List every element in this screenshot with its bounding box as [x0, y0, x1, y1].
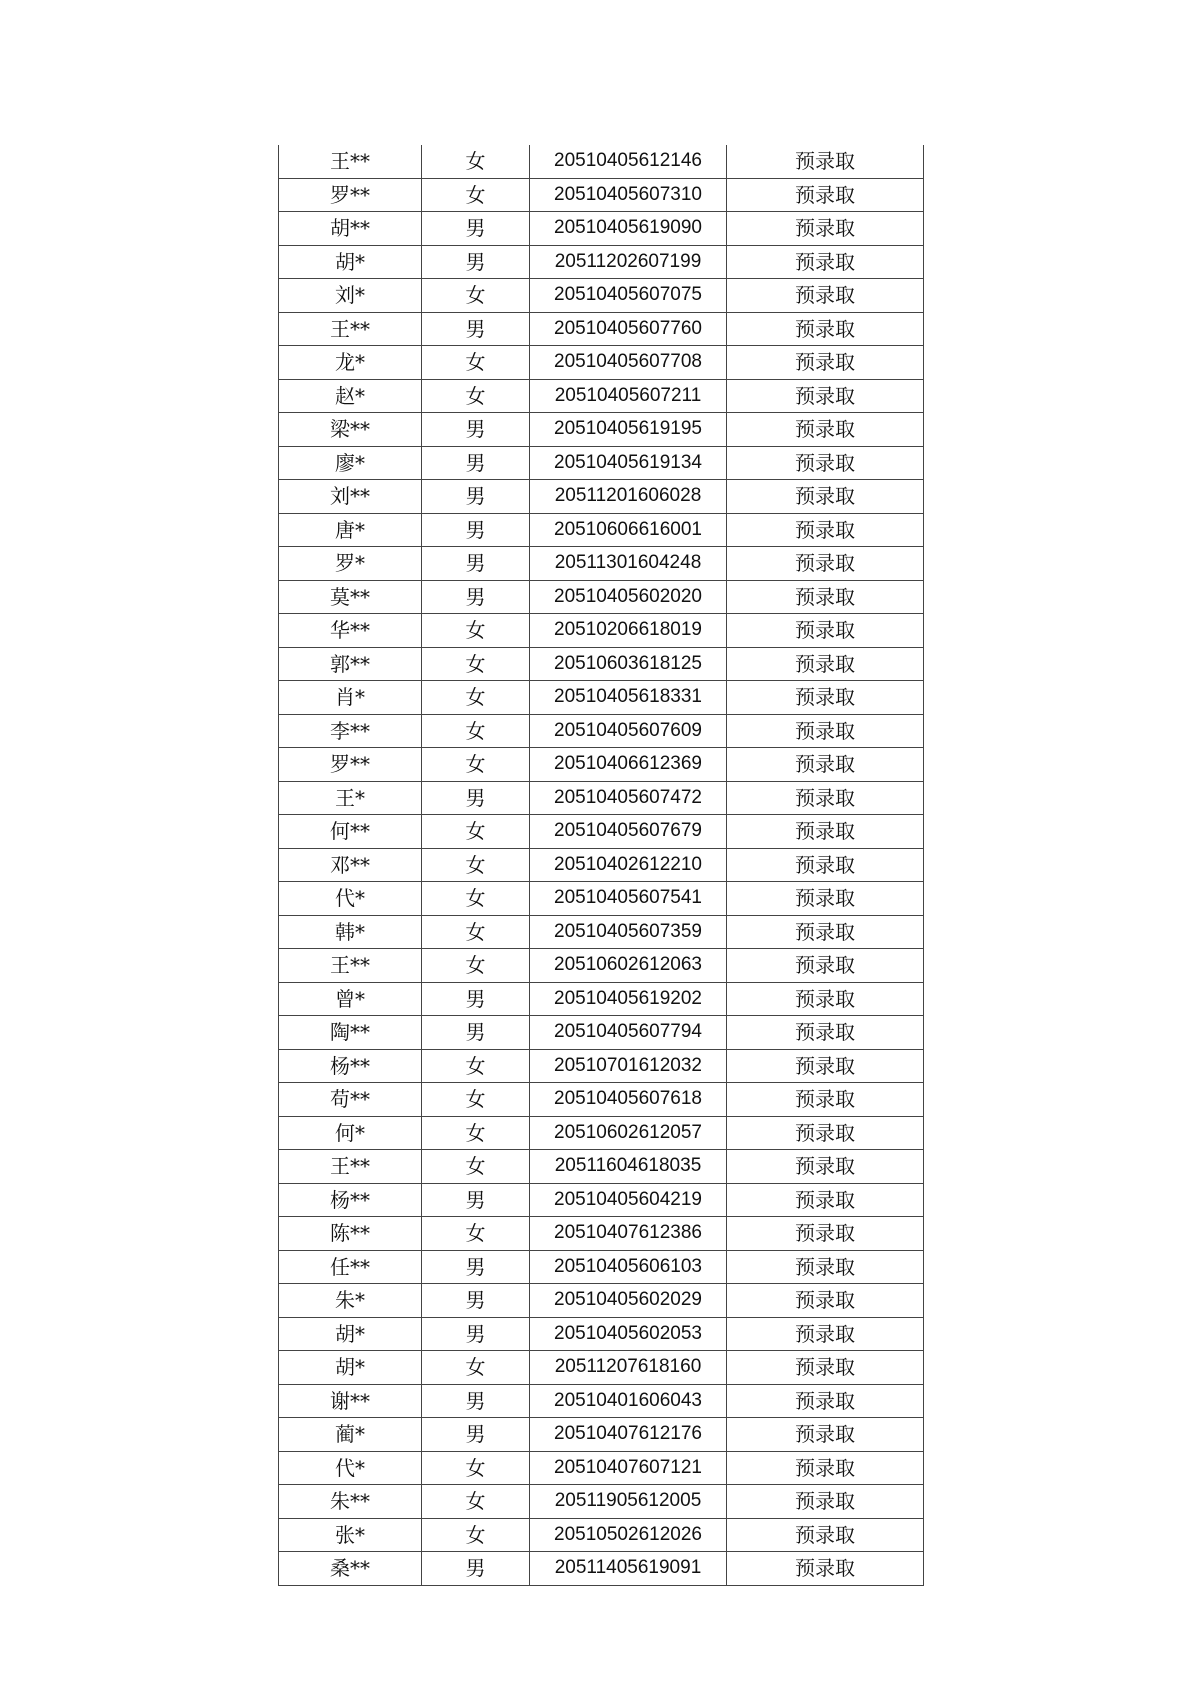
status-cell: 预录取	[727, 1451, 924, 1485]
student-name-cell: 何**	[279, 815, 422, 849]
gender-cell: 女	[422, 748, 530, 782]
status-cell: 预录取	[727, 1384, 924, 1418]
table-row	[279, 1049, 924, 1083]
table-row	[279, 748, 924, 782]
student-name-cell: 王*	[279, 781, 422, 815]
student-name-cell: 陈**	[279, 1217, 422, 1251]
table-row	[279, 446, 924, 480]
gender-cell: 女	[422, 614, 530, 648]
student-name-cell: 代*	[279, 882, 422, 916]
status-cell: 预录取	[727, 145, 924, 178]
status-cell: 预录取	[727, 748, 924, 782]
student-name-cell: 肖*	[279, 681, 422, 715]
table-row	[279, 312, 924, 346]
status-cell: 预录取	[727, 547, 924, 581]
gender-cell: 男	[422, 245, 530, 279]
student-name-cell: 郭**	[279, 647, 422, 681]
student-name-cell: 刘*	[279, 279, 422, 313]
status-cell: 预录取	[727, 379, 924, 413]
student-name-cell: 李**	[279, 714, 422, 748]
student-name-cell: 谢**	[279, 1384, 422, 1418]
table-row	[279, 178, 924, 212]
table-row	[279, 1317, 924, 1351]
table-row	[279, 815, 924, 849]
status-cell: 预录取	[727, 982, 924, 1016]
exam-id-cell: 20510206618019	[530, 614, 727, 648]
status-cell: 预录取	[727, 714, 924, 748]
table-row	[279, 647, 924, 681]
exam-id-cell: 20510405612146	[530, 145, 727, 178]
exam-id-cell: 20510407612386	[530, 1217, 727, 1251]
exam-id-cell: 20510405607472	[530, 781, 727, 815]
status-cell: 预录取	[727, 1016, 924, 1050]
table-row	[279, 1518, 924, 1552]
status-cell: 预录取	[727, 1049, 924, 1083]
gender-cell: 女	[422, 178, 530, 212]
exam-id-cell: 20510602612063	[530, 949, 727, 983]
gender-cell: 女	[422, 714, 530, 748]
exam-id-cell: 20510405607760	[530, 312, 727, 346]
gender-cell: 男	[422, 1284, 530, 1318]
status-cell: 预录取	[727, 580, 924, 614]
status-cell: 预录取	[727, 815, 924, 849]
table-row	[279, 1116, 924, 1150]
gender-cell: 女	[422, 915, 530, 949]
exam-id-cell: 20510405602053	[530, 1317, 727, 1351]
gender-cell: 女	[422, 1351, 530, 1385]
exam-id-cell: 20510405606103	[530, 1250, 727, 1284]
student-name-cell: 廖*	[279, 446, 422, 480]
exam-id-cell: 20511905612005	[530, 1485, 727, 1519]
gender-cell: 男	[422, 480, 530, 514]
gender-cell: 男	[422, 781, 530, 815]
table-row	[279, 1552, 924, 1586]
student-name-cell: 王**	[279, 312, 422, 346]
status-cell: 预录取	[727, 1150, 924, 1184]
exam-id-cell: 20510405619090	[530, 212, 727, 246]
exam-id-cell: 20511202607199	[530, 245, 727, 279]
table-row	[279, 346, 924, 380]
gender-cell: 男	[422, 1250, 530, 1284]
status-cell: 预录取	[727, 312, 924, 346]
exam-id-cell: 20511301604248	[530, 547, 727, 581]
exam-id-cell: 20510405619195	[530, 413, 727, 447]
table-row	[279, 848, 924, 882]
student-name-cell: 王**	[279, 145, 422, 178]
gender-cell: 男	[422, 212, 530, 246]
exam-id-cell: 20510405607541	[530, 882, 727, 916]
gender-cell: 女	[422, 1451, 530, 1485]
table-row	[279, 1451, 924, 1485]
table-row	[279, 681, 924, 715]
student-name-cell: 胡*	[279, 1317, 422, 1351]
gender-cell: 女	[422, 145, 530, 178]
table-row	[279, 580, 924, 614]
gender-cell: 女	[422, 1116, 530, 1150]
exam-id-cell: 20510502612026	[530, 1518, 727, 1552]
table-row	[279, 145, 924, 178]
table-row	[279, 614, 924, 648]
table-row	[279, 1485, 924, 1519]
student-name-cell: 龙*	[279, 346, 422, 380]
table-row	[279, 480, 924, 514]
table-row	[279, 1016, 924, 1050]
exam-id-cell: 20511201606028	[530, 480, 727, 514]
table-row	[279, 513, 924, 547]
status-cell: 预录取	[727, 1317, 924, 1351]
exam-id-cell: 20510402612210	[530, 848, 727, 882]
gender-cell: 男	[422, 312, 530, 346]
table-row	[279, 212, 924, 246]
status-cell: 预录取	[727, 647, 924, 681]
student-name-cell: 苟**	[279, 1083, 422, 1117]
student-name-cell: 唐*	[279, 513, 422, 547]
student-name-cell: 朱**	[279, 1485, 422, 1519]
status-cell: 预录取	[727, 446, 924, 480]
exam-id-cell: 20510606616001	[530, 513, 727, 547]
gender-cell: 男	[422, 1552, 530, 1586]
status-cell: 预录取	[727, 1284, 924, 1318]
status-cell: 预录取	[727, 413, 924, 447]
student-name-cell: 杨**	[279, 1183, 422, 1217]
gender-cell: 女	[422, 949, 530, 983]
gender-cell: 男	[422, 513, 530, 547]
exam-id-cell: 20510405607075	[530, 279, 727, 313]
status-cell: 预录取	[727, 1183, 924, 1217]
student-name-cell: 罗**	[279, 748, 422, 782]
gender-cell: 男	[422, 982, 530, 1016]
gender-cell: 女	[422, 1518, 530, 1552]
student-name-cell: 代*	[279, 1451, 422, 1485]
student-name-cell: 罗**	[279, 178, 422, 212]
gender-cell: 男	[422, 580, 530, 614]
status-cell: 预录取	[727, 1518, 924, 1552]
status-cell: 预录取	[727, 480, 924, 514]
exam-id-cell: 20510405607618	[530, 1083, 727, 1117]
exam-id-cell: 20510405618331	[530, 681, 727, 715]
gender-cell: 女	[422, 1485, 530, 1519]
student-name-cell: 桑**	[279, 1552, 422, 1586]
exam-id-cell: 20510405607794	[530, 1016, 727, 1050]
exam-id-cell: 20510406612369	[530, 748, 727, 782]
table-row	[279, 1150, 924, 1184]
table-row	[279, 882, 924, 916]
student-name-cell: 胡**	[279, 212, 422, 246]
gender-cell: 男	[422, 413, 530, 447]
student-name-cell: 胡*	[279, 245, 422, 279]
status-cell: 预录取	[727, 614, 924, 648]
table-row	[279, 1418, 924, 1452]
student-name-cell: 杨**	[279, 1049, 422, 1083]
gender-cell: 女	[422, 848, 530, 882]
status-cell: 预录取	[727, 1083, 924, 1117]
gender-cell: 男	[422, 1384, 530, 1418]
status-cell: 预录取	[727, 245, 924, 279]
gender-cell: 男	[422, 446, 530, 480]
exam-id-cell: 20510405607310	[530, 178, 727, 212]
table-row	[279, 379, 924, 413]
gender-cell: 女	[422, 1217, 530, 1251]
status-cell: 预录取	[727, 1351, 924, 1385]
status-cell: 预录取	[727, 1217, 924, 1251]
student-name-cell: 华**	[279, 614, 422, 648]
gender-cell: 女	[422, 1083, 530, 1117]
gender-cell: 女	[422, 1150, 530, 1184]
student-name-cell: 朱*	[279, 1284, 422, 1318]
gender-cell: 女	[422, 815, 530, 849]
status-cell: 预录取	[727, 279, 924, 313]
roster-body	[279, 145, 924, 1585]
student-name-cell: 赵*	[279, 379, 422, 413]
table-row	[279, 245, 924, 279]
status-cell: 预录取	[727, 1552, 924, 1586]
gender-cell: 女	[422, 279, 530, 313]
student-name-cell: 蔺*	[279, 1418, 422, 1452]
gender-cell: 女	[422, 379, 530, 413]
student-name-cell: 任**	[279, 1250, 422, 1284]
exam-id-cell: 20510603618125	[530, 647, 727, 681]
exam-id-cell: 20510405619134	[530, 446, 727, 480]
gender-cell: 男	[422, 1016, 530, 1050]
exam-id-cell: 20510405604219	[530, 1183, 727, 1217]
gender-cell: 女	[422, 1049, 530, 1083]
student-name-cell: 莫**	[279, 580, 422, 614]
status-cell: 预录取	[727, 513, 924, 547]
exam-id-cell: 20510407612176	[530, 1418, 727, 1452]
table-row	[279, 1183, 924, 1217]
status-cell: 预录取	[727, 178, 924, 212]
status-cell: 预录取	[727, 781, 924, 815]
exam-id-cell: 20510405602020	[530, 580, 727, 614]
student-name-cell: 韩*	[279, 915, 422, 949]
student-name-cell: 胡*	[279, 1351, 422, 1385]
exam-id-cell: 20510407607121	[530, 1451, 727, 1485]
exam-id-cell: 20510405607609	[530, 714, 727, 748]
status-cell: 预录取	[727, 1116, 924, 1150]
exam-id-cell: 20511604618035	[530, 1150, 727, 1184]
gender-cell: 女	[422, 647, 530, 681]
gender-cell: 女	[422, 882, 530, 916]
status-cell: 预录取	[727, 1485, 924, 1519]
status-cell: 预录取	[727, 882, 924, 916]
table-row	[279, 1217, 924, 1251]
exam-id-cell: 20510602612057	[530, 1116, 727, 1150]
student-name-cell: 陶**	[279, 1016, 422, 1050]
table-row	[279, 1351, 924, 1385]
gender-cell: 男	[422, 1418, 530, 1452]
student-name-cell: 何*	[279, 1116, 422, 1150]
table-row	[279, 1284, 924, 1318]
table-row	[279, 915, 924, 949]
table-row	[279, 781, 924, 815]
gender-cell: 男	[422, 1183, 530, 1217]
status-cell: 预录取	[727, 915, 924, 949]
gender-cell: 男	[422, 1317, 530, 1351]
student-name-cell: 王**	[279, 1150, 422, 1184]
table-row	[279, 413, 924, 447]
gender-cell: 男	[422, 547, 530, 581]
table-row	[279, 279, 924, 313]
student-name-cell: 罗*	[279, 547, 422, 581]
status-cell: 预录取	[727, 1250, 924, 1284]
exam-id-cell: 20511405619091	[530, 1552, 727, 1586]
table-row	[279, 1384, 924, 1418]
status-cell: 预录取	[727, 681, 924, 715]
student-name-cell: 刘**	[279, 480, 422, 514]
exam-id-cell: 20510405607211	[530, 379, 727, 413]
exam-id-cell: 20510405607359	[530, 915, 727, 949]
exam-id-cell: 20511207618160	[530, 1351, 727, 1385]
student-name-cell: 王**	[279, 949, 422, 983]
exam-id-cell: 20510405602029	[530, 1284, 727, 1318]
student-name-cell: 曾*	[279, 982, 422, 1016]
status-cell: 预录取	[727, 949, 924, 983]
status-cell: 预录取	[727, 1418, 924, 1452]
table-row	[279, 1250, 924, 1284]
table-row	[279, 1083, 924, 1117]
table-row	[279, 714, 924, 748]
gender-cell: 女	[422, 681, 530, 715]
exam-id-cell: 20510401606043	[530, 1384, 727, 1418]
status-cell: 预录取	[727, 848, 924, 882]
table-row	[279, 949, 924, 983]
status-cell: 预录取	[727, 346, 924, 380]
exam-id-cell: 20510701612032	[530, 1049, 727, 1083]
exam-id-cell: 20510405607708	[530, 346, 727, 380]
student-name-cell: 张*	[279, 1518, 422, 1552]
student-name-cell: 梁**	[279, 413, 422, 447]
table-row	[279, 547, 924, 581]
table-row	[279, 982, 924, 1016]
exam-id-cell: 20510405607679	[530, 815, 727, 849]
student-name-cell: 邓**	[279, 848, 422, 882]
status-cell: 预录取	[727, 212, 924, 246]
admission-roster-table	[278, 145, 924, 1586]
exam-id-cell: 20510405619202	[530, 982, 727, 1016]
gender-cell: 女	[422, 346, 530, 380]
